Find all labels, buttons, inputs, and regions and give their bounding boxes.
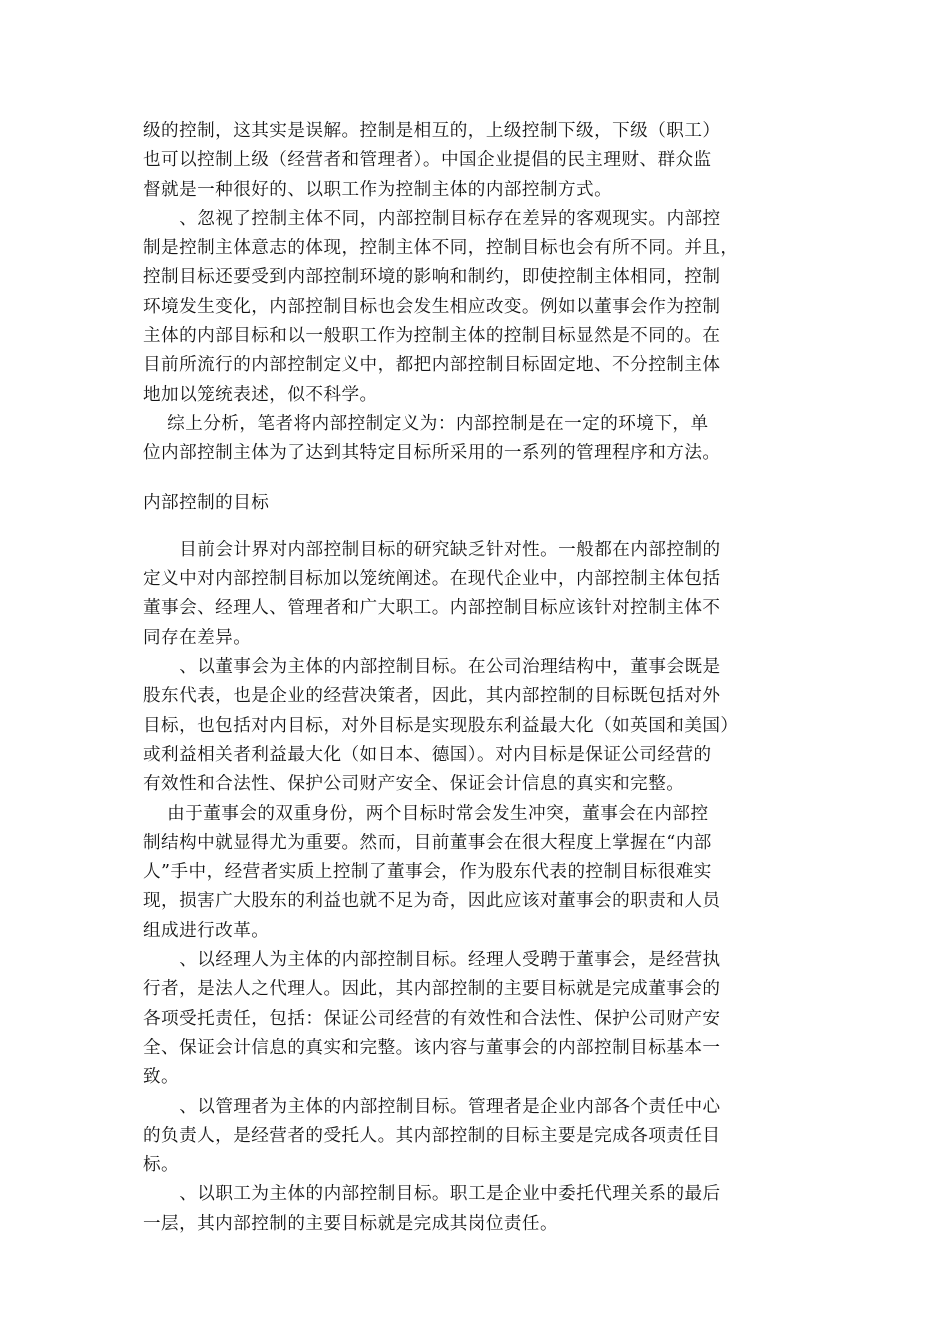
text-line: 目标，也包括对内目标，对外目标是实现股东利益最大化（如英国和美国） <box>143 715 739 736</box>
text-line: 制是控制主体意志的体现，控制主体不同，控制目标也会有所不同。并且， <box>143 238 739 259</box>
text-line: 各项受托责任，包括：保证公司经营的有效性和合法性、保护公司财产安 <box>143 1008 721 1029</box>
text-line: 制结构中就显得尤为重要。然而，目前董事会在很大程度上掌握在“内部 <box>143 832 712 853</box>
text-line: 综上分析，笔者将内部控制定义为：内部控制是在一定的环境下，单 <box>143 413 709 434</box>
text-line: 、以董事会为主体的内部控制目标。在公司治理结构中，董事会既是 <box>143 657 721 678</box>
text-line: 董事会、经理人、管理者和广大职工。内部控制目标应该针对控制主体不 <box>143 598 721 619</box>
text-line: 人”手中，经营者实质上控制了董事会，作为股东代表的控制目标很难实 <box>143 862 712 883</box>
text-block-control-objectives <box>143 536 811 1239</box>
text-line: 或利益相关者利益最大化（如日本、德国）。对内目标是保证公司经营的 <box>143 744 712 765</box>
text-line: 控制目标还要受到内部控制环境的影响和制约，即使控制主体相同，控制 <box>143 267 721 288</box>
section-heading: 内部控制的目标 <box>143 492 270 513</box>
text-line: 一层，其内部控制的主要目标就是完成其岗位责任。 <box>143 1213 559 1234</box>
text-line: 、以经理人为主体的内部控制目标。经理人受聘于董事会，是经营执 <box>143 950 721 971</box>
text-line: 由于董事会的双重身份，两个目标时常会发生冲突，董事会在内部控 <box>143 803 709 824</box>
text-line: 全、保证会计信息的真实和完整。该内容与董事会的内部控制目标基本一 <box>143 1037 721 1058</box>
text-line: 、以管理者为主体的内部控制目标。管理者是企业内部各个责任中心 <box>143 1096 721 1117</box>
text-block-control-definition <box>143 117 811 469</box>
text-line: 督就是一种很好的、以职工作为控制主体的内部控制方式。 <box>143 179 613 200</box>
text-line: 致。 <box>143 1067 180 1088</box>
text-line: 也可以控制上级（经营者和管理者）。中国企业提倡的民主理财、群众监 <box>143 150 712 171</box>
text-line: 标。 <box>143 1155 180 1176</box>
text-line: 股东代表，也是企业的经营决策者，因此，其内部控制的目标既包括对外 <box>143 686 721 707</box>
text-line: 现，损害广大股东的利益也就不足为奇，因此应该对董事会的职责和人员 <box>143 891 721 912</box>
text-line: 主体的内部目标和以一般职工作为控制主体的控制目标显然是不同的。在 <box>143 326 721 347</box>
text-line: 目前会计界对内部控制目标的研究缺乏针对性。一般都在内部控制的 <box>143 539 721 560</box>
text-line: 、以职工为主体的内部控制目标。职工是企业中委托代理关系的最后 <box>143 1184 721 1205</box>
text-line: 位内部控制主体为了达到其特定目标所采用的一系列的管理程序和方法。 <box>143 443 721 464</box>
text-line: 、忽视了控制主体不同，内部控制目标存在差异的客观现实。内部控 <box>143 208 721 229</box>
text-line: 的负责人，是经营者的受托人。其内部控制的目标主要是完成各项责任目 <box>143 1125 721 1146</box>
document-body <box>143 117 811 1239</box>
text-line: 定义中对内部控制目标加以笼统阐述。在现代企业中，内部控制主体包括 <box>143 569 721 590</box>
text-line: 有效性和合法性、保护公司财产安全、保证会计信息的真实和完整。 <box>143 774 685 795</box>
text-line: 同存在差异。 <box>143 627 252 648</box>
text-line: 级的控制，这其实是误解。控制是相互的，上级控制下级，下级（职工） <box>143 121 721 141</box>
text-line: 行者，是法人之代理人。因此，其内部控制的主要目标就是完成董事会的 <box>143 979 721 1000</box>
text-line: 目前所流行的内部控制定义中，都把内部控制目标固定地、不分控制主体 <box>143 355 721 376</box>
text-line: 环境发生变化，内部控制目标也会发生相应改变。例如以董事会作为控制 <box>143 296 721 317</box>
text-line: 组成进行改革。 <box>143 920 270 941</box>
text-line: 地加以笼统表述，似不科学。 <box>143 384 378 405</box>
